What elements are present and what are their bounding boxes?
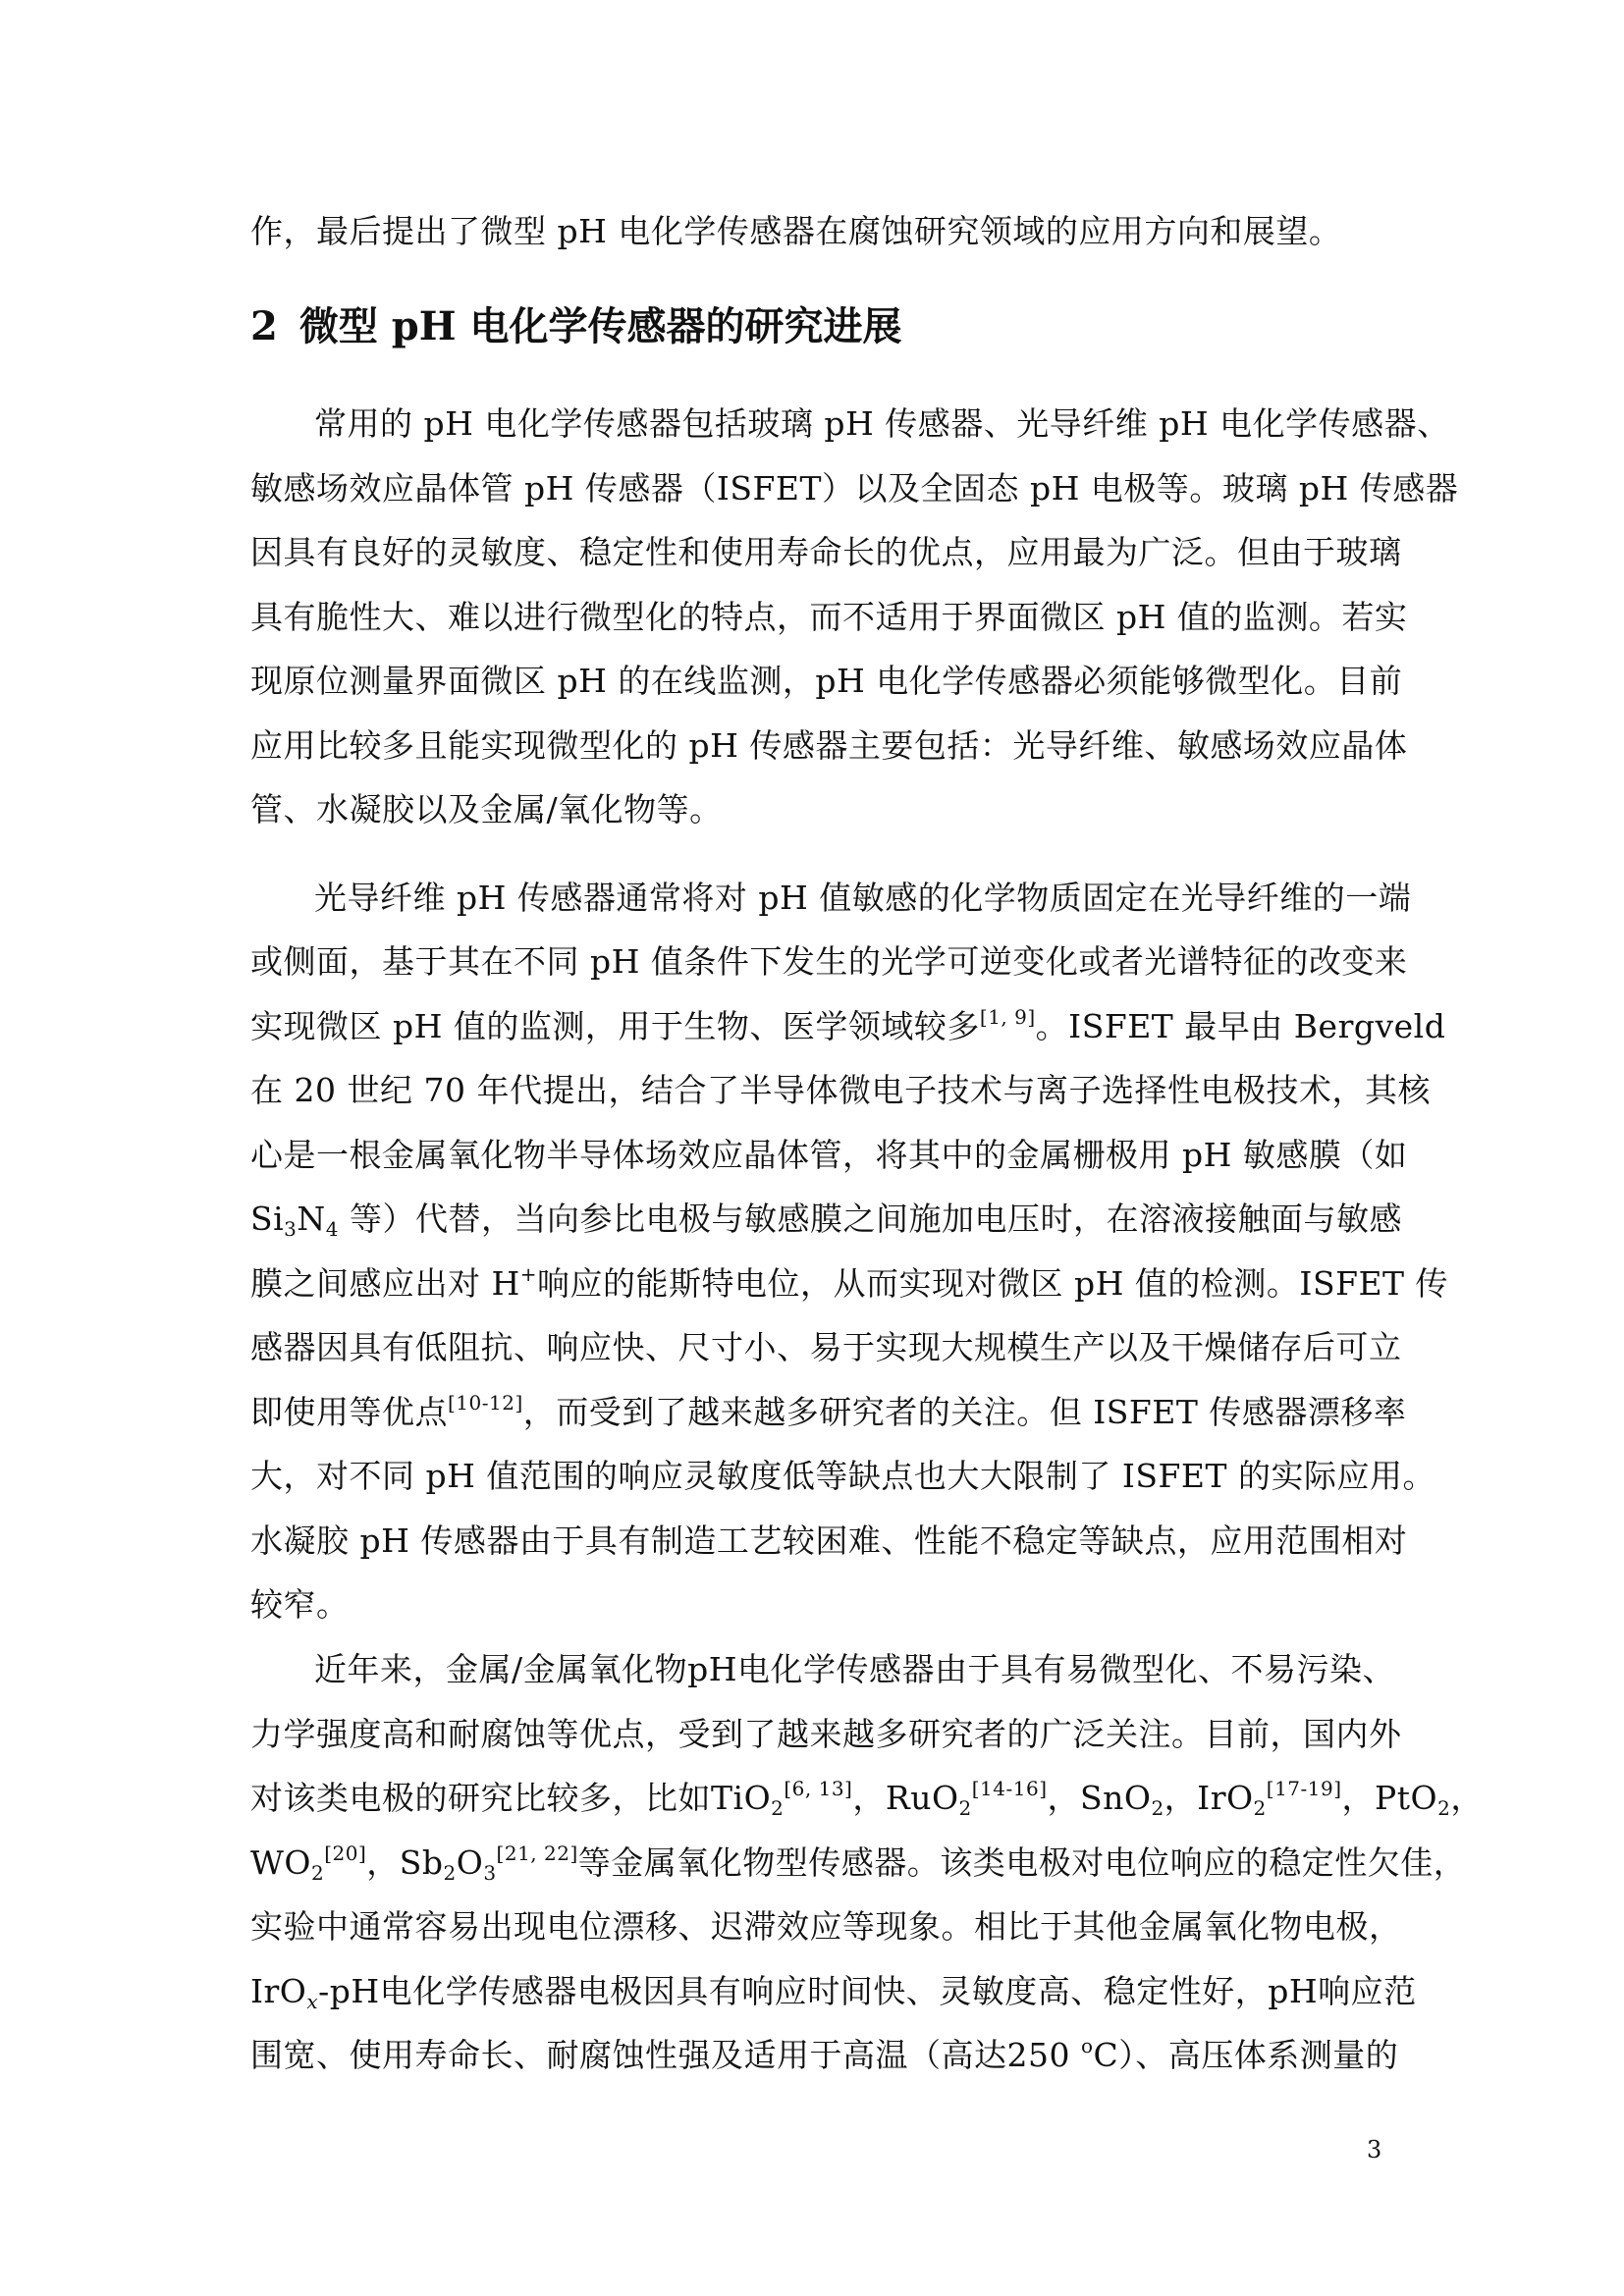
- citation: [10-12]: [448, 1391, 523, 1415]
- text-run: ，PtO: [1341, 1779, 1438, 1817]
- text-line: [250, 1842, 1467, 1885]
- citation: [21, 22]: [496, 1842, 578, 1865]
- text-run: 围宽、使用寿命长、耐腐蚀性强及适用于高温（高达250: [250, 2036, 1081, 2074]
- text-run: Si: [250, 1200, 285, 1238]
- text-line: 实验中通常容易出现电位漂移、迟滞效应等现象。相比于其他金属氧化物电极，: [250, 1907, 1402, 1946]
- page-number: 3: [1367, 2136, 1382, 2163]
- text-run: 响应的能斯特电位，从而实现对微区 pH 值的检测。ISFET 传: [537, 1264, 1449, 1303]
- text-line: 作，最后提出了微型 pH 电化学传感器在腐蚀研究领域的应用方向和展望。: [250, 212, 1342, 250]
- citation: [14-16]: [971, 1777, 1048, 1800]
- section-title: 微型 pH 电化学传感器的研究进展: [298, 303, 902, 349]
- text-run: 膜之间感应出对 H: [250, 1264, 520, 1303]
- text-line: [250, 1777, 1484, 1820]
- subscript: 2: [1151, 1796, 1164, 1820]
- text-run: O: [456, 1843, 484, 1882]
- text-run: ，SnO: [1047, 1779, 1152, 1817]
- superscript: o: [1080, 2034, 1094, 2057]
- citation: [1, 9]: [979, 1005, 1036, 1029]
- text-run: ，RuO: [852, 1779, 959, 1817]
- text-line: [250, 1970, 1417, 2013]
- superscript: +: [519, 1262, 538, 1286]
- text-line: 敏感场效应晶体管 pH 传感器（ISFET）以及全固态 pH 电极等。玻璃 pH 传感器: [250, 469, 1459, 507]
- text-line: 近年来，金属/金属氧化物pH电化学传感器由于具有易微型化、不易污染、: [314, 1650, 1396, 1688]
- text-run: ，Sb: [366, 1843, 444, 1882]
- text-line: 因具有良好的灵敏度、稳定性和使用寿命长的优点，应用最为广泛。但由于玻璃: [250, 533, 1402, 571]
- text-line: [250, 1391, 1407, 1434]
- subscript: 2: [310, 1861, 325, 1885]
- text-line: [250, 1198, 1403, 1241]
- text-run: C）、高压体系测量的: [1093, 2036, 1399, 2074]
- text-run: 。ISFET 最早由 Bergveld: [1035, 1007, 1446, 1045]
- text-run: IrO: [250, 1972, 307, 2010]
- text-line: 水凝胶 pH 传感器由于具有制造工艺较困难、性能不稳定等缺点，应用范围相对: [250, 1522, 1408, 1560]
- text-line: 心是一根金属氧化物半导体场效应晶体管，将其中的金属栅极用 pH 敏感膜（如: [250, 1136, 1408, 1174]
- text-run: 对该类电极的研究比较多，比如TiO: [250, 1779, 772, 1817]
- text-line: 光导纤维 pH 传感器通常将对 pH 值敏感的化学物质固定在光导纤维的一端: [314, 879, 1412, 917]
- text-run: N: [297, 1200, 326, 1238]
- subscript: 2: [1437, 1796, 1451, 1820]
- text-run: ，而受到了越来越多研究者的关注。但 ISFET 传感器漂移率: [522, 1393, 1407, 1431]
- section-heading: [250, 299, 901, 354]
- subscript: 3: [284, 1217, 298, 1241]
- text-line: [250, 2034, 1399, 2077]
- text-line: [250, 1005, 1446, 1048]
- text-line: 或侧面，基于其在不同 pH 值条件下发生的光学可逆变化或者光谱特征的改变来: [250, 942, 1408, 981]
- text-run: 即使用等优点: [250, 1393, 448, 1431]
- text-line: 大，对不同 pH 值范围的响应灵敏度低等缺点也大大限制了 ISFET 的实际应用。: [250, 1457, 1436, 1495]
- citation: [20]: [324, 1842, 367, 1865]
- text-line: 常用的 pH 电化学传感器包括玻璃 pH 传感器、光导纤维 pH 电化学传感器、: [314, 404, 1450, 443]
- text-run: 等）代替，当向参比电极与敏感膜之间施加电压时，在溶液接触面与敏感: [339, 1200, 1403, 1238]
- subscript: 2: [443, 1861, 457, 1885]
- text-line: 应用比较多且能实现微型化的 pH 传感器主要包括：光导纤维、敏感场效应晶体: [250, 726, 1408, 765]
- subscript: 4: [325, 1217, 340, 1241]
- text-run: ，: [1450, 1779, 1484, 1817]
- text-line: 力学强度高和耐腐蚀等优点，受到了越来越多研究者的广泛关注。目前，国内外: [250, 1715, 1402, 1753]
- citation: [17-19]: [1266, 1777, 1342, 1800]
- text-line: 现原位测量界面微区 pH 的在线监测，pH 电化学传感器必须能够微型化。目前: [250, 662, 1403, 700]
- text-line: 感器因具有低阻抗、响应快、尺寸小、易于实现大规模生产以及干燥储存后可立: [250, 1328, 1402, 1366]
- subscript: 2: [1253, 1796, 1267, 1820]
- section-number: 2: [250, 303, 278, 349]
- text-run: ，IrO: [1164, 1779, 1254, 1817]
- text-run: 实现微区 pH 值的监测，用于生物、医学领域较多: [250, 1007, 980, 1045]
- subscript: x: [306, 1990, 319, 2013]
- text-line: 管、水凝胶以及金属/氧化物等。: [250, 790, 723, 828]
- text-line: 具有脆性大、难以进行微型化的特点，而不适用于界面微区 pH 值的监测。若实: [250, 598, 1408, 636]
- text-line: [250, 1262, 1449, 1306]
- text-run: 等金属氧化物型传感器。该类电极对电位响应的稳定性欠佳，: [577, 1843, 1467, 1882]
- subscript: 3: [483, 1861, 497, 1885]
- text-run: -pH电化学传感器电极因具有响应时间快、灵敏度高、稳定性好，pH响应范: [318, 1972, 1417, 2010]
- citation: [6, 13]: [784, 1777, 853, 1800]
- subscript: 2: [771, 1796, 785, 1820]
- subscript: 2: [958, 1796, 972, 1820]
- text-line: 较窄。: [250, 1585, 350, 1624]
- text-line: 在 20 世纪 70 年代提出，结合了半导体微电子技术与离子选择性电极技术，其核: [250, 1071, 1431, 1109]
- text-run: WO: [250, 1843, 311, 1882]
